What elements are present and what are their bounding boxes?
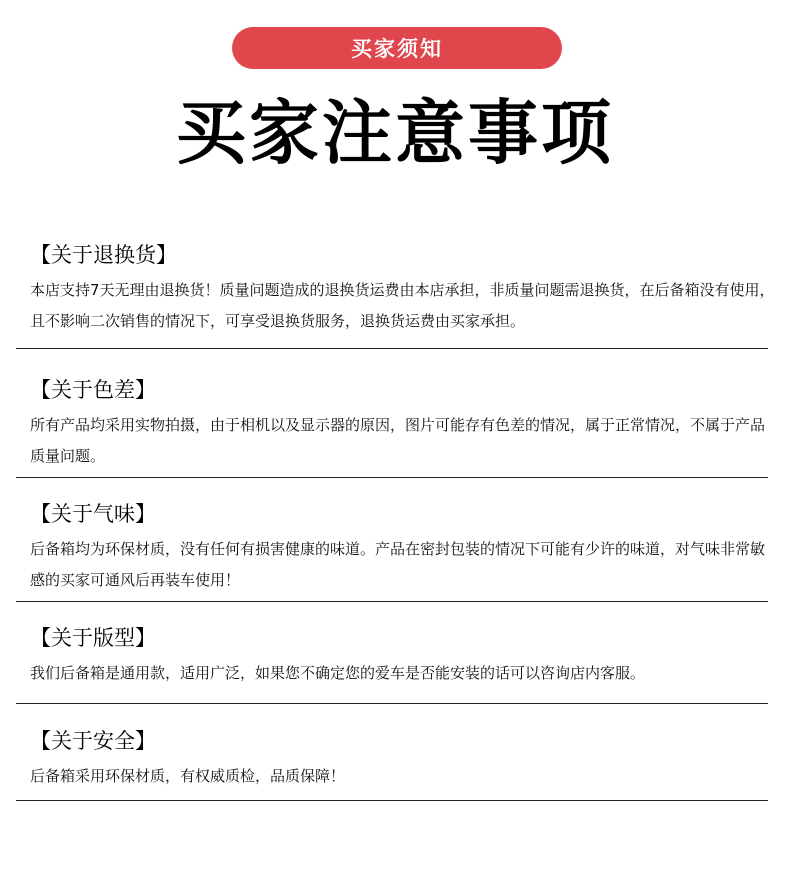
- divider: [16, 800, 768, 801]
- notice-badge: [232, 27, 562, 69]
- section-body: 所有产品均采用实物拍摄，由于相机以及显示器的原因，图片可能存有色差的情况，属于正常情况，不属于产品质量问题。: [30, 416, 766, 465]
- section-body: 我们后备箱是通用款，适用广泛，如果您不确定您的爱车是否能安装的话可以咨询店内客服。: [30, 664, 646, 682]
- divider: [16, 601, 768, 602]
- section-fit: [30, 624, 778, 689]
- section-heading: 【关于色差】: [30, 378, 156, 402]
- section-heading: 【关于气味】: [30, 502, 156, 526]
- section-odor: [30, 500, 778, 596]
- section-body: 后备箱均为环保材质，没有任何有损害健康的味道。产品在密封包装的情况下可能有少许的味道，对气味非常敏感的买家可通风后再装车使用！: [30, 540, 766, 589]
- section-heading: 【关于版型】: [30, 626, 156, 650]
- divider: [16, 348, 768, 349]
- notice-badge-label: 买家须知: [351, 37, 443, 61]
- divider: [16, 477, 768, 478]
- section-heading: 【关于退换货】: [30, 243, 177, 267]
- section-returns: [30, 241, 778, 337]
- section-safety: [30, 727, 778, 792]
- section-color-difference: [30, 376, 778, 472]
- section-body: 后备箱采用环保材质，有权威质检，品质保障！: [30, 767, 346, 785]
- divider: [16, 703, 768, 704]
- section-body: 本店支持7天无理由退换货！质量问题造成的退换货运费由本店承担，非质量问题需退换货，在后备箱没有使用，且不影响二次销售的情况下，可享受退换货服务，退换货运费由买家承担。: [30, 281, 775, 330]
- page-title: 买家注意事项: [176, 91, 614, 174]
- section-heading: 【关于安全】: [30, 729, 156, 753]
